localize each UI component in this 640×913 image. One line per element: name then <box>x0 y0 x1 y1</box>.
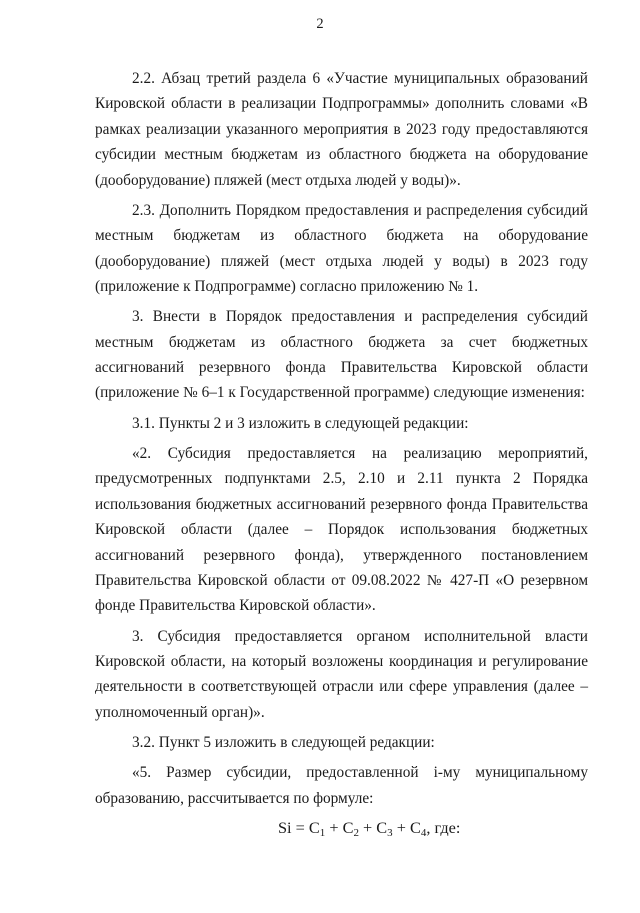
formula-lhs: Si = C <box>278 818 320 837</box>
formula-subscript-2: 2 <box>353 827 359 839</box>
paragraph-3-1: 3.1. Пункты 2 и 3 изложить в следующей редакции: <box>132 414 469 432</box>
page-number: 2 <box>316 16 324 32</box>
formula-subscript-1: 1 <box>319 827 326 839</box>
paragraph-2-3: 2.3. Дополнить Порядком предоставления и распределения субсидий местным бюджетам из областного бюджета на оборудование (дооборудование) пляжей (мест отдыха людей у воды) в 2023 году (приложение к Подпрограмме) согласно приложению № 1. <box>95 201 588 296</box>
paragraph-2-2: 2.2. Абзац третий раздела 6 «Участие муниципальных образований Кировской области в реализации Подпрограммы» дополнить словами «В рамках реализации указанного мероприятия в 2023 году предоставляются субсидии местным бюджетам из областного бюджета на оборудование (дооборудование) пляжей (мест отдыха людей у воды)». <box>95 70 588 189</box>
formula-plus-1: + C <box>325 818 354 837</box>
document-body <box>95 66 588 811</box>
paragraph-3: 3. Внести в Порядок предоставления и распределения субсидий местным бюджетам из областного бюджета за счет бюджетных ассигнований резервного фонда Правительства Кировской области (приложение № 6–1 к Государственной программе) следующие изменения: <box>95 308 588 402</box>
paragraph-quote-2: «2. Субсидия предоставляется на реализацию мероприятий, предусмотренных подпунктами 2.5, 2.10 и 2.11 пункта 2 Порядка использования бюджетных ассигнований резервного фонда Правительства Кировской области (далее – Порядок использования бюджетных ассигнований резервного фонда), утвержденного постановлением Правительства Кировской области от 09.08.2022 № 427-П «О резервном фонде Правительства Кировской области». <box>95 444 588 615</box>
subsidy-formula <box>278 818 460 838</box>
paragraph-3-2: 3.2. Пункт 5 изложить в следующей редакции: <box>132 733 435 751</box>
formula-tail: , где: <box>426 818 461 837</box>
paragraph-quote-3: 3. Субсидия предоставляется органом исполнительной власти Кировской области, на который возложены координация и регулирование деятельности в соответствующей отрасли или сфере управления (далее – уполномоченный орган)». <box>95 627 588 721</box>
formula-subscript-4: 4 <box>420 827 427 839</box>
paragraph-quote-5: «5. Размер субсидии, предоставленной i-му муниципальному образованию, рассчитывается по формуле: <box>95 764 588 807</box>
formula-subscript-3: 3 <box>387 827 393 839</box>
formula-plus-2: + C <box>358 818 388 837</box>
formula-plus-3: + C <box>392 818 421 837</box>
